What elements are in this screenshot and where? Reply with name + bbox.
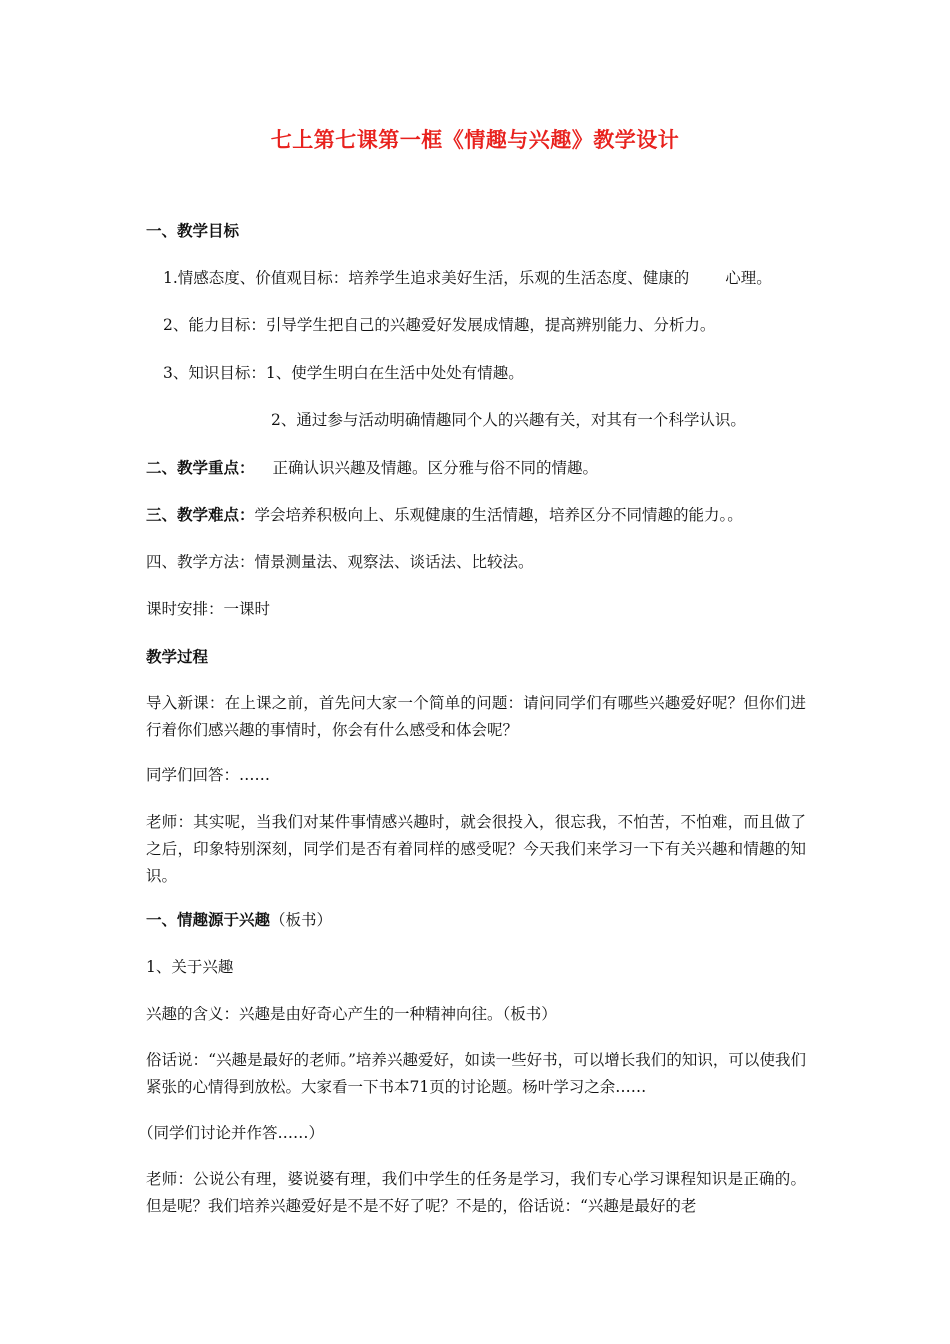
- document-title: 七上第七课第一框《情趣与兴趣》教学设计: [270, 127, 680, 152]
- interest-meaning: 兴趣的含义：兴趣是由好奇心产生的一种精神向往。（板书）: [146, 1005, 557, 1023]
- part1-heading-text: 一、情趣源于兴趣: [146, 910, 271, 929]
- objective-3: 3、知识目标：1、使学生明白在生活中处处有情趣。: [163, 364, 524, 382]
- objective-3b: 2、通过参与活动明确情趣同个人的兴趣有关，对其有一个科学认识。: [271, 411, 746, 429]
- schedule-line: 课时安排：一课时: [146, 600, 271, 618]
- part1-heading-note: （板书）: [270, 911, 333, 929]
- teacher-paragraph-2: 老师：公说公有理，婆说婆有理，我们中学生的任务是学习，我们专心学习课程知识是正确的。但是呢？我们培养兴趣爱好是不是不好了呢？不是的，俗话说：“兴趣是最好的老: [146, 1170, 806, 1215]
- difficulty-text: 学会培养积极向上、乐观健康的生活情趣，培养区分不同情趣的能力。。: [254, 506, 743, 524]
- part1-heading: [146, 908, 332, 932]
- objective-1-text: 1.情感态度、价值观目标：培养学生追求美好生活，乐观的生活态度、健康的: [163, 269, 690, 287]
- objective-1: [163, 266, 772, 290]
- difficulty-heading: 三、教学难点：: [146, 505, 255, 524]
- teacher-paragraph-1: 老师：其实呢，当我们对某件事情感兴趣时，就会很投入，很忘我，不怕苦，不怕难，而且做了之后，印象特别深刻，同学们是否有着同样的感受呢？今天我们来学习一下有关兴趣和情趣的知识。: [146, 813, 806, 885]
- discussion-note: （同学们讨论并作答……）: [138, 1124, 325, 1142]
- intro-paragraph: 导入新课：在上课之前，首先问大家一个简单的问题：请问同学们有哪些兴趣爱好呢？但你们进行着你们感兴趣的事情时，你会有什么感受和体会呢？: [146, 694, 806, 739]
- objective-1-tail: 心理。: [725, 269, 772, 287]
- focus-line: [146, 456, 598, 480]
- difficulty-line: [146, 503, 743, 527]
- focus-text: 正确认识兴趣及情趣。区分雅与俗不同的情趣。: [272, 459, 599, 477]
- proverb-paragraph: 俗话说：“兴趣是最好的老师。”培养兴趣爱好，如读一些好书，可以增长我们的知识，可以使我们紧张的心情得到放松。大家看一下书本71页的讨论题。杨叶学习之余……: [146, 1051, 806, 1096]
- students-answer: 同学们回答：……: [146, 766, 271, 784]
- objective-2: 2、能力目标：引导学生把自己的兴趣爱好发展成情趣，提高辨别能力、分析力。: [163, 316, 716, 334]
- methods-line: 四、教学方法：情景测量法、观察法、谈话法、比较法。: [146, 553, 534, 571]
- objectives-heading: 一、教学目标: [146, 221, 240, 240]
- process-heading: 教学过程: [146, 647, 209, 666]
- about-interest: 1、关于兴趣: [146, 958, 234, 976]
- focus-heading: 二、教学重点：: [146, 458, 255, 477]
